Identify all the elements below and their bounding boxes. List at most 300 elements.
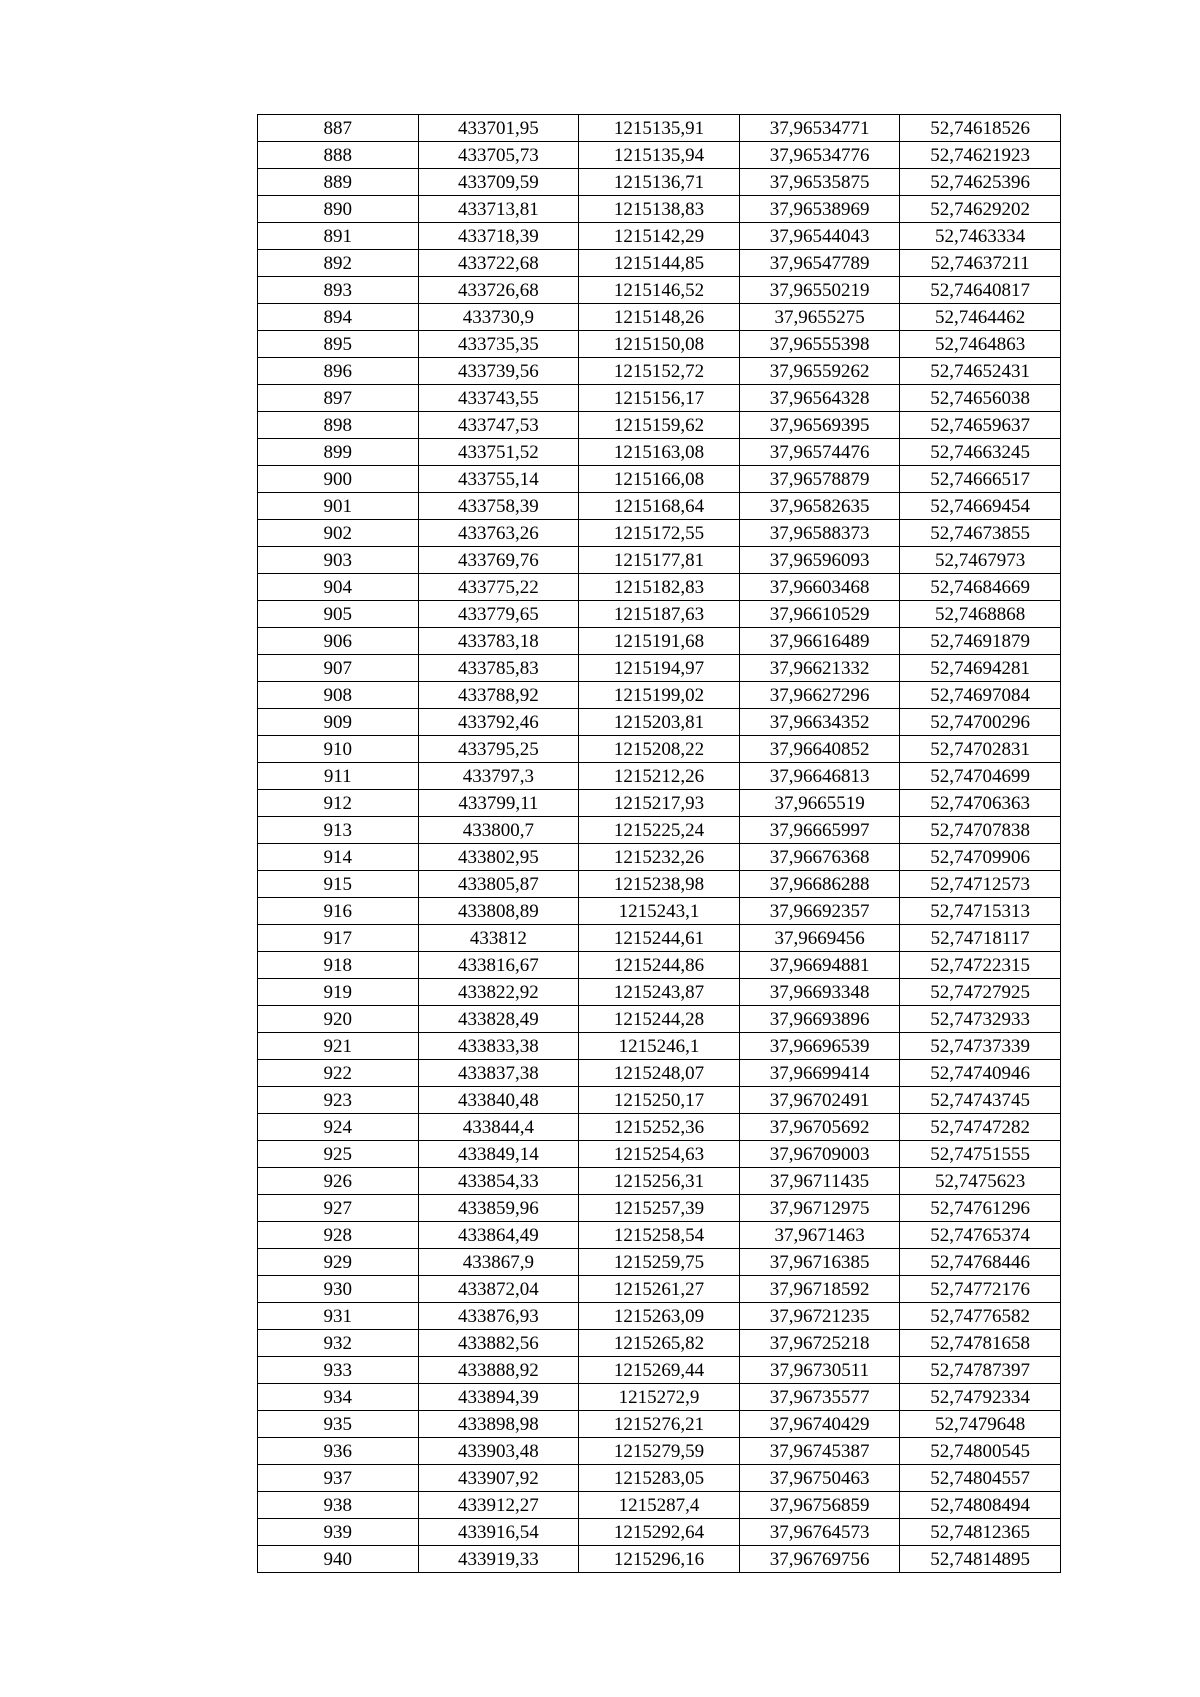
y-coordinate-cell: 1215257,39 [579, 1195, 740, 1222]
longitude-cell: 37,96718592 [739, 1276, 900, 1303]
latitude-cell: 52,74732933 [900, 1006, 1061, 1033]
x-coordinate-cell: 433876,93 [418, 1303, 579, 1330]
y-coordinate-cell: 1215238,98 [579, 871, 740, 898]
table-row [258, 385, 1061, 412]
point-number-cell: 937 [258, 1465, 419, 1492]
latitude-cell: 52,7479648 [900, 1411, 1061, 1438]
x-coordinate-cell: 433743,55 [418, 385, 579, 412]
table-row [258, 1492, 1061, 1519]
x-coordinate-cell: 433751,52 [418, 439, 579, 466]
y-coordinate-cell: 1215263,09 [579, 1303, 740, 1330]
point-number-cell: 918 [258, 952, 419, 979]
y-coordinate-cell: 1215254,63 [579, 1141, 740, 1168]
x-coordinate-cell: 433859,96 [418, 1195, 579, 1222]
point-number-cell: 916 [258, 898, 419, 925]
y-coordinate-cell: 1215156,17 [579, 385, 740, 412]
longitude-cell: 37,96711435 [739, 1168, 900, 1195]
x-coordinate-cell: 433919,33 [418, 1546, 579, 1573]
latitude-cell: 52,74625396 [900, 169, 1061, 196]
y-coordinate-cell: 1215217,93 [579, 790, 740, 817]
table-row [258, 898, 1061, 925]
x-coordinate-cell: 433849,14 [418, 1141, 579, 1168]
longitude-cell: 37,96550219 [739, 277, 900, 304]
x-coordinate-cell: 433903,48 [418, 1438, 579, 1465]
x-coordinate-cell: 433805,87 [418, 871, 579, 898]
point-number-cell: 900 [258, 466, 419, 493]
y-coordinate-cell: 1215177,81 [579, 547, 740, 574]
y-coordinate-cell: 1215138,83 [579, 196, 740, 223]
x-coordinate-cell: 433730,9 [418, 304, 579, 331]
longitude-cell: 37,9669456 [739, 925, 900, 952]
longitude-cell: 37,96621332 [739, 655, 900, 682]
latitude-cell: 52,74709906 [900, 844, 1061, 871]
latitude-cell: 52,74776582 [900, 1303, 1061, 1330]
x-coordinate-cell: 433840,48 [418, 1087, 579, 1114]
longitude-cell: 37,96709003 [739, 1141, 900, 1168]
table-row [258, 466, 1061, 493]
point-number-cell: 893 [258, 277, 419, 304]
y-coordinate-cell: 1215212,26 [579, 763, 740, 790]
latitude-cell: 52,74694281 [900, 655, 1061, 682]
y-coordinate-cell: 1215243,1 [579, 898, 740, 925]
latitude-cell: 52,74781658 [900, 1330, 1061, 1357]
table-row [258, 1087, 1061, 1114]
latitude-cell: 52,74629202 [900, 196, 1061, 223]
x-coordinate-cell: 433722,68 [418, 250, 579, 277]
latitude-cell: 52,7464462 [900, 304, 1061, 331]
point-number-cell: 910 [258, 736, 419, 763]
table-row [258, 844, 1061, 871]
longitude-cell: 37,96716385 [739, 1249, 900, 1276]
table-row [258, 1168, 1061, 1195]
table-row [258, 574, 1061, 601]
x-coordinate-cell: 433816,67 [418, 952, 579, 979]
y-coordinate-cell: 1215250,17 [579, 1087, 740, 1114]
table-row [258, 1006, 1061, 1033]
point-number-cell: 921 [258, 1033, 419, 1060]
latitude-cell: 52,74747282 [900, 1114, 1061, 1141]
point-number-cell: 897 [258, 385, 419, 412]
x-coordinate-cell: 433882,56 [418, 1330, 579, 1357]
longitude-cell: 37,96694881 [739, 952, 900, 979]
y-coordinate-cell: 1215276,21 [579, 1411, 740, 1438]
point-number-cell: 904 [258, 574, 419, 601]
table-row [258, 655, 1061, 682]
longitude-cell: 37,96750463 [739, 1465, 900, 1492]
table-row [258, 1195, 1061, 1222]
longitude-cell: 37,96692357 [739, 898, 900, 925]
table-row [258, 1519, 1061, 1546]
table-row [258, 547, 1061, 574]
y-coordinate-cell: 1215244,28 [579, 1006, 740, 1033]
x-coordinate-cell: 433837,38 [418, 1060, 579, 1087]
longitude-cell: 37,96705692 [739, 1114, 900, 1141]
y-coordinate-cell: 1215150,08 [579, 331, 740, 358]
longitude-cell: 37,96665997 [739, 817, 900, 844]
y-coordinate-cell: 1215296,16 [579, 1546, 740, 1573]
point-number-cell: 938 [258, 1492, 419, 1519]
longitude-cell: 37,96769756 [739, 1546, 900, 1573]
longitude-cell: 37,96712975 [739, 1195, 900, 1222]
table-row [258, 412, 1061, 439]
table-row [258, 1546, 1061, 1573]
latitude-cell: 52,74765374 [900, 1222, 1061, 1249]
table-row [258, 1465, 1061, 1492]
table-row [258, 439, 1061, 466]
table-row [258, 1033, 1061, 1060]
latitude-cell: 52,74715313 [900, 898, 1061, 925]
table-row [258, 790, 1061, 817]
table-row [258, 979, 1061, 1006]
point-number-cell: 891 [258, 223, 419, 250]
x-coordinate-cell: 433800,7 [418, 817, 579, 844]
table-row [258, 493, 1061, 520]
y-coordinate-cell: 1215252,36 [579, 1114, 740, 1141]
y-coordinate-cell: 1215225,24 [579, 817, 740, 844]
point-number-cell: 914 [258, 844, 419, 871]
table-row [258, 871, 1061, 898]
point-number-cell: 926 [258, 1168, 419, 1195]
longitude-cell: 37,96646813 [739, 763, 900, 790]
table-row [258, 1411, 1061, 1438]
longitude-cell: 37,96725218 [739, 1330, 900, 1357]
x-coordinate-cell: 433785,83 [418, 655, 579, 682]
table-row [258, 169, 1061, 196]
y-coordinate-cell: 1215187,63 [579, 601, 740, 628]
latitude-cell: 52,74812365 [900, 1519, 1061, 1546]
y-coordinate-cell: 1215292,64 [579, 1519, 740, 1546]
longitude-cell: 37,96588373 [739, 520, 900, 547]
point-number-cell: 902 [258, 520, 419, 547]
latitude-cell: 52,74707838 [900, 817, 1061, 844]
table-row [258, 952, 1061, 979]
table-row [258, 304, 1061, 331]
point-number-cell: 919 [258, 979, 419, 1006]
point-number-cell: 892 [258, 250, 419, 277]
point-number-cell: 931 [258, 1303, 419, 1330]
y-coordinate-cell: 1215279,59 [579, 1438, 740, 1465]
x-coordinate-cell: 433833,38 [418, 1033, 579, 1060]
longitude-cell: 37,96610529 [739, 601, 900, 628]
latitude-cell: 52,74618526 [900, 115, 1061, 142]
table-row [258, 250, 1061, 277]
latitude-cell: 52,74772176 [900, 1276, 1061, 1303]
longitude-cell: 37,96627296 [739, 682, 900, 709]
table-row [258, 925, 1061, 952]
longitude-cell: 37,96735577 [739, 1384, 900, 1411]
y-coordinate-cell: 1215269,44 [579, 1357, 740, 1384]
x-coordinate-cell: 433775,22 [418, 574, 579, 601]
table-row [258, 1141, 1061, 1168]
table-row [258, 142, 1061, 169]
point-number-cell: 899 [258, 439, 419, 466]
longitude-cell: 37,96555398 [739, 331, 900, 358]
y-coordinate-cell: 1215246,1 [579, 1033, 740, 1060]
table-row [258, 628, 1061, 655]
x-coordinate-cell: 433735,35 [418, 331, 579, 358]
latitude-cell: 52,74704699 [900, 763, 1061, 790]
latitude-cell: 52,74621923 [900, 142, 1061, 169]
latitude-cell: 52,74718117 [900, 925, 1061, 952]
point-number-cell: 927 [258, 1195, 419, 1222]
table-row [258, 1330, 1061, 1357]
longitude-cell: 37,96702491 [739, 1087, 900, 1114]
x-coordinate-cell: 433916,54 [418, 1519, 579, 1546]
point-number-cell: 894 [258, 304, 419, 331]
x-coordinate-cell: 433726,68 [418, 277, 579, 304]
x-coordinate-cell: 433755,14 [418, 466, 579, 493]
point-number-cell: 930 [258, 1276, 419, 1303]
table-row [258, 1249, 1061, 1276]
latitude-cell: 52,74743745 [900, 1087, 1061, 1114]
x-coordinate-cell: 433739,56 [418, 358, 579, 385]
longitude-cell: 37,96547789 [739, 250, 900, 277]
longitude-cell: 37,96730511 [739, 1357, 900, 1384]
latitude-cell: 52,7464863 [900, 331, 1061, 358]
y-coordinate-cell: 1215163,08 [579, 439, 740, 466]
x-coordinate-cell: 433769,76 [418, 547, 579, 574]
y-coordinate-cell: 1215135,94 [579, 142, 740, 169]
longitude-cell: 37,96756859 [739, 1492, 900, 1519]
point-number-cell: 898 [258, 412, 419, 439]
y-coordinate-cell: 1215135,91 [579, 115, 740, 142]
point-number-cell: 889 [258, 169, 419, 196]
longitude-cell: 37,96634352 [739, 709, 900, 736]
table-row [258, 358, 1061, 385]
point-number-cell: 913 [258, 817, 419, 844]
table-row [258, 817, 1061, 844]
y-coordinate-cell: 1215172,55 [579, 520, 740, 547]
point-number-cell: 917 [258, 925, 419, 952]
y-coordinate-cell: 1215144,85 [579, 250, 740, 277]
longitude-cell: 37,96764573 [739, 1519, 900, 1546]
y-coordinate-cell: 1215259,75 [579, 1249, 740, 1276]
point-number-cell: 912 [258, 790, 419, 817]
x-coordinate-cell: 433783,18 [418, 628, 579, 655]
latitude-cell: 52,74740946 [900, 1060, 1061, 1087]
latitude-cell: 52,74669454 [900, 493, 1061, 520]
latitude-cell: 52,74684669 [900, 574, 1061, 601]
latitude-cell: 52,74722315 [900, 952, 1061, 979]
latitude-cell: 52,74737339 [900, 1033, 1061, 1060]
latitude-cell: 52,74666517 [900, 466, 1061, 493]
longitude-cell: 37,9671463 [739, 1222, 900, 1249]
y-coordinate-cell: 1215166,08 [579, 466, 740, 493]
coordinates-table [257, 114, 1061, 1573]
longitude-cell: 37,9665519 [739, 790, 900, 817]
x-coordinate-cell: 433779,65 [418, 601, 579, 628]
latitude-cell: 52,74700296 [900, 709, 1061, 736]
latitude-cell: 52,74702831 [900, 736, 1061, 763]
y-coordinate-cell: 1215265,82 [579, 1330, 740, 1357]
y-coordinate-cell: 1215142,29 [579, 223, 740, 250]
latitude-cell: 52,74787397 [900, 1357, 1061, 1384]
latitude-cell: 52,74792334 [900, 1384, 1061, 1411]
table-row [258, 1060, 1061, 1087]
longitude-cell: 37,96616489 [739, 628, 900, 655]
table-row [258, 736, 1061, 763]
table-row [258, 763, 1061, 790]
table-row [258, 1222, 1061, 1249]
x-coordinate-cell: 433872,04 [418, 1276, 579, 1303]
longitude-cell: 37,96721235 [739, 1303, 900, 1330]
latitude-cell: 52,74751555 [900, 1141, 1061, 1168]
x-coordinate-cell: 433792,46 [418, 709, 579, 736]
point-number-cell: 895 [258, 331, 419, 358]
x-coordinate-cell: 433907,92 [418, 1465, 579, 1492]
longitude-cell: 37,96535875 [739, 169, 900, 196]
latitude-cell: 52,74697084 [900, 682, 1061, 709]
x-coordinate-cell: 433808,89 [418, 898, 579, 925]
table-row [258, 115, 1061, 142]
y-coordinate-cell: 1215244,61 [579, 925, 740, 952]
y-coordinate-cell: 1215261,27 [579, 1276, 740, 1303]
longitude-cell: 37,9655275 [739, 304, 900, 331]
longitude-cell: 37,96699414 [739, 1060, 900, 1087]
longitude-cell: 37,96676368 [739, 844, 900, 871]
table-row [258, 1114, 1061, 1141]
longitude-cell: 37,96745387 [739, 1438, 900, 1465]
longitude-cell: 37,96559262 [739, 358, 900, 385]
y-coordinate-cell: 1215148,26 [579, 304, 740, 331]
point-number-cell: 890 [258, 196, 419, 223]
x-coordinate-cell: 433747,53 [418, 412, 579, 439]
point-number-cell: 896 [258, 358, 419, 385]
latitude-cell: 52,74800545 [900, 1438, 1061, 1465]
x-coordinate-cell: 433718,39 [418, 223, 579, 250]
longitude-cell: 37,96640852 [739, 736, 900, 763]
x-coordinate-cell: 433705,73 [418, 142, 579, 169]
point-number-cell: 905 [258, 601, 419, 628]
point-number-cell: 934 [258, 1384, 419, 1411]
longitude-cell: 37,96544043 [739, 223, 900, 250]
longitude-cell: 37,96693348 [739, 979, 900, 1006]
x-coordinate-cell: 433797,3 [418, 763, 579, 790]
y-coordinate-cell: 1215152,72 [579, 358, 740, 385]
latitude-cell: 52,74761296 [900, 1195, 1061, 1222]
x-coordinate-cell: 433864,49 [418, 1222, 579, 1249]
table-row [258, 331, 1061, 358]
y-coordinate-cell: 1215243,87 [579, 979, 740, 1006]
latitude-cell: 52,7467973 [900, 547, 1061, 574]
latitude-cell: 52,74637211 [900, 250, 1061, 277]
table-row [258, 196, 1061, 223]
x-coordinate-cell: 433713,81 [418, 196, 579, 223]
y-coordinate-cell: 1215168,64 [579, 493, 740, 520]
point-number-cell: 888 [258, 142, 419, 169]
point-number-cell: 923 [258, 1087, 419, 1114]
latitude-cell: 52,74727925 [900, 979, 1061, 1006]
x-coordinate-cell: 433763,26 [418, 520, 579, 547]
x-coordinate-cell: 433867,9 [418, 1249, 579, 1276]
x-coordinate-cell: 433828,49 [418, 1006, 579, 1033]
y-coordinate-cell: 1215272,9 [579, 1384, 740, 1411]
longitude-cell: 37,96564328 [739, 385, 900, 412]
point-number-cell: 928 [258, 1222, 419, 1249]
y-coordinate-cell: 1215136,71 [579, 169, 740, 196]
x-coordinate-cell: 433912,27 [418, 1492, 579, 1519]
longitude-cell: 37,96578879 [739, 466, 900, 493]
table-row [258, 601, 1061, 628]
x-coordinate-cell: 433802,95 [418, 844, 579, 871]
table-row [258, 1276, 1061, 1303]
coordinates-table-body [258, 115, 1061, 1573]
latitude-cell: 52,74804557 [900, 1465, 1061, 1492]
longitude-cell: 37,96538969 [739, 196, 900, 223]
point-number-cell: 911 [258, 763, 419, 790]
y-coordinate-cell: 1215208,22 [579, 736, 740, 763]
latitude-cell: 52,74640817 [900, 277, 1061, 304]
table-row [258, 709, 1061, 736]
x-coordinate-cell: 433844,4 [418, 1114, 579, 1141]
point-number-cell: 932 [258, 1330, 419, 1357]
longitude-cell: 37,96740429 [739, 1411, 900, 1438]
point-number-cell: 936 [258, 1438, 419, 1465]
x-coordinate-cell: 433898,98 [418, 1411, 579, 1438]
table-row [258, 682, 1061, 709]
longitude-cell: 37,96582635 [739, 493, 900, 520]
point-number-cell: 901 [258, 493, 419, 520]
latitude-cell: 52,7475623 [900, 1168, 1061, 1195]
latitude-cell: 52,74659637 [900, 412, 1061, 439]
point-number-cell: 940 [258, 1546, 419, 1573]
latitude-cell: 52,74808494 [900, 1492, 1061, 1519]
point-number-cell: 915 [258, 871, 419, 898]
y-coordinate-cell: 1215194,97 [579, 655, 740, 682]
table-row [258, 223, 1061, 250]
y-coordinate-cell: 1215244,86 [579, 952, 740, 979]
longitude-cell: 37,96596093 [739, 547, 900, 574]
longitude-cell: 37,96696539 [739, 1033, 900, 1060]
x-coordinate-cell: 433758,39 [418, 493, 579, 520]
point-number-cell: 935 [258, 1411, 419, 1438]
x-coordinate-cell: 433822,92 [418, 979, 579, 1006]
point-number-cell: 907 [258, 655, 419, 682]
point-number-cell: 929 [258, 1249, 419, 1276]
latitude-cell: 52,7468868 [900, 601, 1061, 628]
point-number-cell: 909 [258, 709, 419, 736]
latitude-cell: 52,74814895 [900, 1546, 1061, 1573]
point-number-cell: 925 [258, 1141, 419, 1168]
table-row [258, 1357, 1061, 1384]
x-coordinate-cell: 433894,39 [418, 1384, 579, 1411]
y-coordinate-cell: 1215191,68 [579, 628, 740, 655]
table-row [258, 277, 1061, 304]
y-coordinate-cell: 1215287,4 [579, 1492, 740, 1519]
longitude-cell: 37,96693896 [739, 1006, 900, 1033]
y-coordinate-cell: 1215203,81 [579, 709, 740, 736]
point-number-cell: 903 [258, 547, 419, 574]
x-coordinate-cell: 433854,33 [418, 1168, 579, 1195]
table-row [258, 1303, 1061, 1330]
y-coordinate-cell: 1215159,62 [579, 412, 740, 439]
table-row [258, 1384, 1061, 1411]
point-number-cell: 920 [258, 1006, 419, 1033]
y-coordinate-cell: 1215258,54 [579, 1222, 740, 1249]
latitude-cell: 52,74706363 [900, 790, 1061, 817]
point-number-cell: 887 [258, 115, 419, 142]
y-coordinate-cell: 1215232,26 [579, 844, 740, 871]
point-number-cell: 922 [258, 1060, 419, 1087]
table-row [258, 520, 1061, 547]
x-coordinate-cell: 433788,92 [418, 682, 579, 709]
latitude-cell: 52,74712573 [900, 871, 1061, 898]
longitude-cell: 37,96569395 [739, 412, 900, 439]
x-coordinate-cell: 433888,92 [418, 1357, 579, 1384]
y-coordinate-cell: 1215248,07 [579, 1060, 740, 1087]
point-number-cell: 906 [258, 628, 419, 655]
longitude-cell: 37,96603468 [739, 574, 900, 601]
